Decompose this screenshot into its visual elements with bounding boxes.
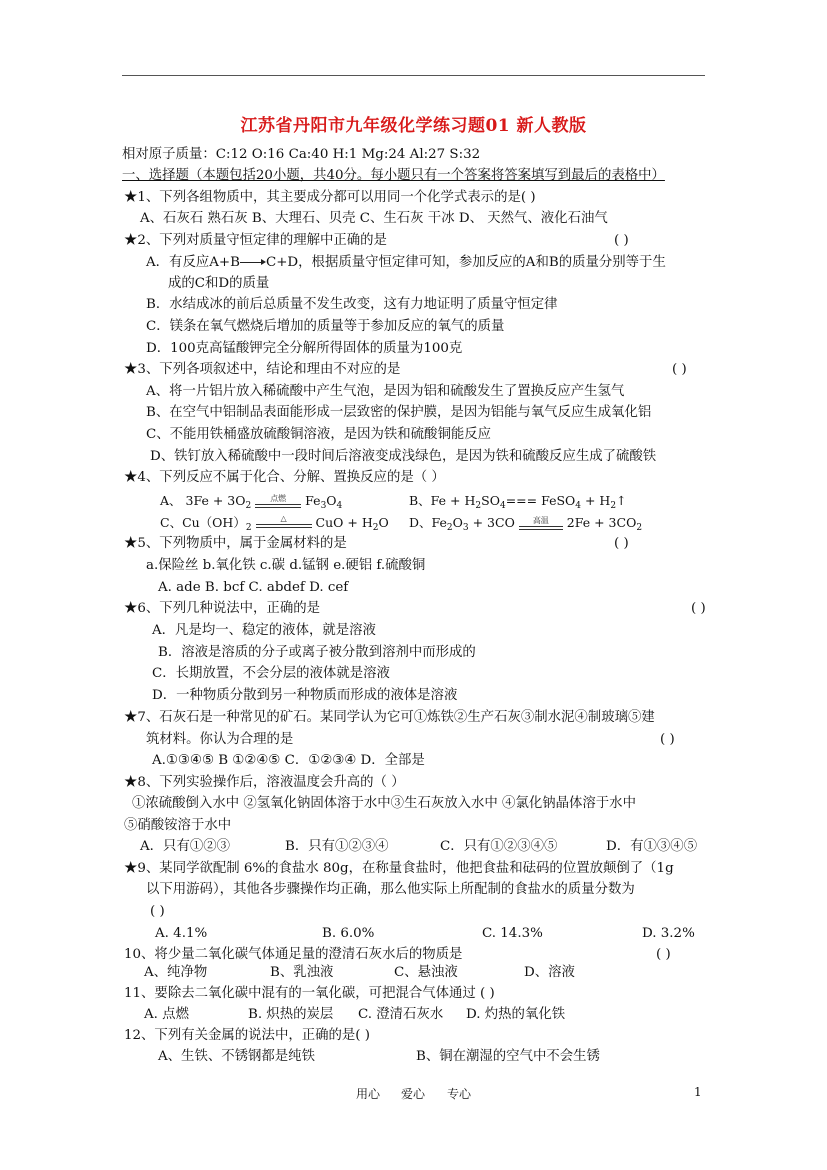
question-10-stem: 10、将少量二氧化碳气体通足量的澄清石灰水后的物质是 bbox=[124, 947, 463, 962]
question-8-items-cont: ⑤硝酸铵溶于水中 bbox=[124, 818, 232, 833]
question-10-option-c: C、悬浊液 bbox=[394, 965, 458, 980]
question-2-option-a-cont: 成的C和D的质量 bbox=[168, 276, 270, 291]
question-7-stem-cont: 筑材料。你认为合理的是 bbox=[146, 732, 294, 747]
question-2-option-c: C．镁条在氧气燃烧后增加的质量等于参加反应的氧气的质量 bbox=[146, 319, 505, 334]
question-2-option-a bbox=[146, 254, 666, 272]
question-10-answer-paren: ( ) bbox=[656, 947, 671, 962]
question-6-option-b: B．溶液是溶质的分子或离子被分散到溶剂中而形成的 bbox=[158, 645, 476, 660]
document-title: 江苏省丹阳市九年级化学练习题01 新人教版 bbox=[240, 116, 587, 136]
question-11-option-a: A. 点燃 bbox=[144, 1007, 189, 1022]
question-3-option-b: B、在空气中铝制品表面能形成一层致密的保护膜，是因为铝能与氧气反应生成氧化铝 bbox=[146, 405, 652, 420]
question-6-answer-paren: ( ) bbox=[691, 601, 706, 616]
question-9-option-d: D. 3.2% bbox=[642, 926, 695, 941]
question-11-option-d: D. 灼热的氧化铁 bbox=[466, 1007, 566, 1022]
question-2-stem: ★2、下列对质量守恒定律的理解中正确的是 bbox=[124, 233, 387, 248]
question-12-option-b: B、铜在潮湿的空气中不会生锈 bbox=[416, 1049, 600, 1064]
question-6-option-d: D．一种物质分散到另一种物质而形成的液体是溶液 bbox=[152, 688, 458, 703]
question-8-option-a: A．只有①②③ bbox=[140, 839, 231, 854]
question-10-option-a: A、纯净物 bbox=[144, 965, 208, 980]
question-2-option-a-pre: A．有反应A+B bbox=[146, 255, 240, 270]
question-9-option-c: C. 14.3% bbox=[482, 926, 543, 941]
equation-sign: 点燃 bbox=[255, 495, 301, 508]
question-5-items: a.保险丝 b.氧化铁 c.碳 d.锰钢 e.硬铝 f.硫酸铜 bbox=[146, 558, 426, 573]
reaction-arrow-icon bbox=[240, 258, 266, 268]
question-4-option-c: C、$Cu(OH)_2$ △ CuO + $H_2O$ bbox=[160, 514, 389, 533]
question-5-options: A. ade B. bcf C. abdef D. cef bbox=[158, 580, 349, 595]
equation-sign-heat: △ bbox=[256, 519, 312, 528]
question-5-answer-paren: ( ) bbox=[614, 536, 629, 551]
question-4-option-b: B、$Fe + H_2SO_4===$ FeSO$_4$ + $H_2↑$ bbox=[409, 493, 627, 511]
question-8-option-c: C．只有①②③④⑤ bbox=[440, 839, 558, 854]
question-8-option-d: D．有①③④⑤ bbox=[606, 839, 698, 854]
question-3-answer-paren: ( ) bbox=[672, 362, 687, 377]
question-2-option-d: D．100克高锰酸钾完全分解所得固体的质量为100克 bbox=[146, 341, 463, 356]
atomic-mass-line: 相对原子质量：C:12 O:16 Ca:40 H:1 Mg:24 Al:27 S:32 bbox=[122, 147, 481, 162]
question-10-option-d: D、溶液 bbox=[524, 965, 575, 980]
question-5-stem: ★5、下列物质中，属于金属材料的是 bbox=[124, 536, 347, 551]
question-10-option-b: B、乳浊液 bbox=[270, 965, 334, 980]
question-11-stem: 11、要除去二氧化碳中混有的一氧化碳，可把混合气体通过 ( ) bbox=[124, 986, 495, 1001]
question-3-option-d: D、铁钉放入稀硫酸中一段时间后溶液变成浅绿色，是因为铁和硫酸反应生成了硫酸铁 bbox=[150, 449, 657, 464]
question-11-option-c: C. 澄清石灰水 bbox=[358, 1007, 444, 1022]
question-4-stem: ★4、下列反应不属于化合、分解、置换反应的是（ ） bbox=[124, 470, 445, 485]
gas-up-arrow-icon: ↑ bbox=[616, 493, 627, 508]
question-12-option-a: A、生铁、不锈钢都是纯铁 bbox=[158, 1049, 315, 1064]
question-6-stem: ★6、下列几种说法中，正确的是 bbox=[124, 601, 320, 616]
question-12-stem: 12、下列有关金属的说法中，正确的是( ) bbox=[124, 1028, 370, 1043]
question-8-items: ①浓硫酸倒入水中 ②氢氧化钠固体溶于水中③生石灰放入水中 ④氯化钠晶体溶于水中 bbox=[132, 796, 636, 811]
question-2-option-b: B．水结成冰的前后总质量不发生改变，这有力地证明了质量守恒定律 bbox=[146, 297, 558, 312]
question-8-stem: ★8、下列实验操作后，溶液温度会升高的（ ） bbox=[124, 775, 405, 790]
section-heading: 一、选择题（本题包括20小题，共40分。每小题只有一个答案将答案填写到最后的表格中） bbox=[122, 168, 665, 183]
question-11-option-b: B. 炽热的炭层 bbox=[248, 1007, 334, 1022]
question-9-answer-paren: ( ) bbox=[150, 904, 165, 919]
page-number: 1 bbox=[694, 1085, 702, 1099]
question-3-option-c: C、不能用铁桶盛放硫酸铜溶液，是因为铁和硫酸铜能反应 bbox=[146, 427, 492, 442]
question-1-options: A、石灰石 熟石灰 B、大理石、贝壳 C、生石灰 干冰 D、 天然气、液化石油气 bbox=[140, 211, 608, 226]
question-6-option-c: C．长期放置，不会分层的液体就是溶液 bbox=[152, 666, 390, 681]
question-9-stem: ★9、某同学欲配制 6%的食盐水 80g，在称量食盐时，他把食盐和砝码的位置放颠倒了（1g bbox=[124, 861, 674, 876]
footer-word-1: 用心 bbox=[356, 1087, 381, 1101]
question-1-stem: ★1、下列各组物质中，其主要成分都可以用同一个化学式表示的是( ) bbox=[124, 190, 536, 205]
question-6-option-a: A．凡是均一、稳定的液体，就是溶液 bbox=[152, 623, 376, 638]
question-7-options: A.①③④⑤ B ①②④⑤ C．①②③④ D．全部是 bbox=[152, 753, 425, 768]
footer-word-3: 专心 bbox=[447, 1087, 472, 1101]
question-2-option-a-post: C+D，根据质量守恒定律可知，参加反应的A和B的质量分别等于生 bbox=[265, 255, 666, 270]
question-3-stem: ★3、下列各项叙述中，结论和理由不对应的是 bbox=[124, 362, 401, 377]
equation-sign-high-temp: 高温 bbox=[519, 517, 563, 530]
question-8-option-b: B．只有①②③④ bbox=[285, 839, 389, 854]
question-7-answer-paren: ( ) bbox=[660, 732, 675, 747]
question-4-option-d: D、$Fe_2O_3 + 3CO$ 高温 $2Fe + 3CO_2$ bbox=[409, 515, 643, 533]
question-9-option-a: A. 4.1% bbox=[155, 926, 208, 941]
header-rule bbox=[122, 75, 705, 76]
question-3-option-a: A、将一片铝片放入稀硫酸中产生气泡，是因为铝和硫酸发生了置换反应产生氢气 bbox=[146, 384, 625, 399]
question-7-stem: ★7、石灰石是一种常见的矿石。某同学认为它可①炼铁②生产石灰③制水泥④制玻璃⑤建 bbox=[124, 710, 655, 725]
question-9-stem-cont: 以下用游码），其他各步骤操作均正确，那么他实际上所配制的食盐水的质量分数为 bbox=[146, 882, 635, 897]
question-9-option-b: B. 6.0% bbox=[322, 926, 375, 941]
question-2-answer-paren: ( ) bbox=[614, 233, 629, 248]
footer-word-2: 爱心 bbox=[401, 1087, 426, 1101]
question-4-option-a: A、 $3Fe + 3O_2$ 点燃 $Fe_3O_4$ bbox=[160, 493, 343, 511]
